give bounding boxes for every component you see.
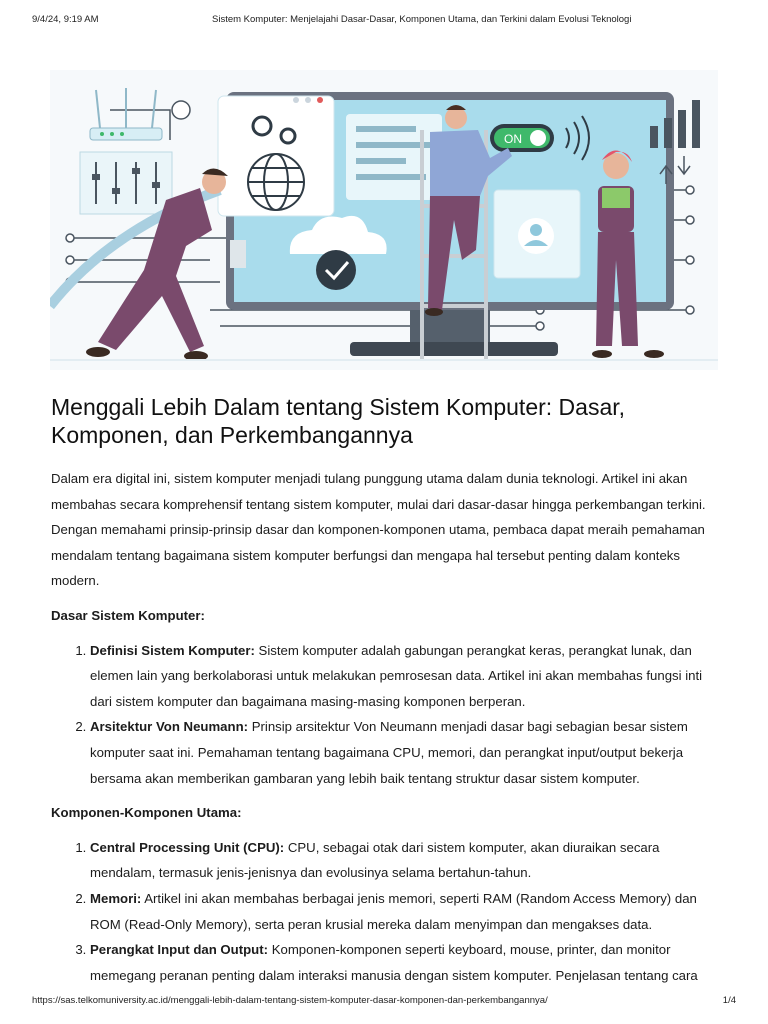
- list-item: [90, 835, 719, 886]
- list-item: [90, 886, 719, 937]
- article-body: [51, 466, 719, 997]
- list-item: [90, 638, 719, 715]
- print-header: [32, 14, 736, 28]
- user-icon: [518, 218, 554, 254]
- list-komponen: [51, 835, 719, 989]
- list-item-term: Central Processing Unit (CPU):: [90, 839, 285, 855]
- section-heading-dasar: Dasar Sistem Komputer:: [51, 607, 205, 623]
- hero-illustration: [50, 70, 718, 370]
- list-item-text: CPU, sebagai otak dari sistem komputer, akan diuraikan secara mendalam, termasuk jenis-jenisnya dan evolusinya selama bertahun-tahun.: [90, 839, 660, 881]
- print-url[interactable]: https://sas.telkomuniversity.ac.id/menggali-lebih-dalam-tentang-sistem-komputer-dasar-komponen-dan-perkembangannya/: [32, 995, 548, 1006]
- section-heading-komponen: Komponen-Komponen Utama:: [51, 805, 242, 821]
- print-datetime: 9/4/24, 9:19 AM: [32, 14, 99, 25]
- list-item-text: Sistem komputer adalah gabungan perangkat keras, perangkat lunak, dan elemen lain yang berkolaborasi untuk melakukan pemrosesan data. Artikel ini akan membahas fungsi inti dari sistem komputer dan bagaimana masing-masing komponen berperan.: [90, 642, 703, 709]
- toggle-label: ON: [504, 132, 522, 146]
- print-page-title: Sistem Komputer: Menjelajahi Dasar-Dasar, Komponen Utama, dan Terkini dalam Evolusi Teknologi: [212, 14, 632, 25]
- list-item-term: Memori:: [90, 890, 142, 906]
- list-dasar: [51, 638, 719, 792]
- list-item-term: Arsitektur Von Neumann:: [90, 719, 249, 735]
- intro-paragraph: Dalam era digital ini, sistem komputer menjadi tulang punggung utama dalam dunia teknologi. Artikel ini akan membahas secara komprehensif tentang sistem komputer, mulai dari dasar-dasar hingga perkembangan terkini. Dengan memahami prinsip-prinsip dasar dan komponen-komponen utama, pembaca dapat meraih pemahaman mendalam tentang bagaimana sistem komputer berfungsi dan mengapa hal tersebut penting dalam konteks modern.: [51, 471, 706, 589]
- page-number: 1/4: [722, 995, 736, 1006]
- list-item-text: Artikel ini akan membahas berbagai jenis memori, seperti RAM (Random Access Memory) dan ROM (Read-Only Memory), serta peran krusial mereka dalam menyimpan dan mengakses data.: [90, 890, 697, 932]
- mixer-panel: [80, 152, 172, 214]
- list-item: [90, 937, 719, 988]
- list-item-term: Definisi Sistem Komputer:: [90, 642, 255, 658]
- article-title: Menggali Lebih Dalam tentang Sistem Komputer: Dasar, Komponen, dan Perkembangannya: [51, 394, 626, 448]
- list-item: [90, 714, 719, 791]
- list-item-text: Komponen-komponen seperti keyboard, mouse, printer, dan monitor memegang peranan penting dalam interaksi manusia dengan sistem komputer. Penjelasan tentang cara: [90, 942, 698, 983]
- list-item-term: Perangkat Input dan Output:: [90, 942, 269, 958]
- list-item-text: Prinsip arsitektur Von Neumann menjadi dasar bagi sebagian besar sistem komputer saat ini. Pemahaman tentang bagaimana CPU, memori, dan perangkat input/output bekerja bersama akan memberikan gambaran yang lebih baik tentang struktur dasar sistem komputer.: [90, 719, 688, 786]
